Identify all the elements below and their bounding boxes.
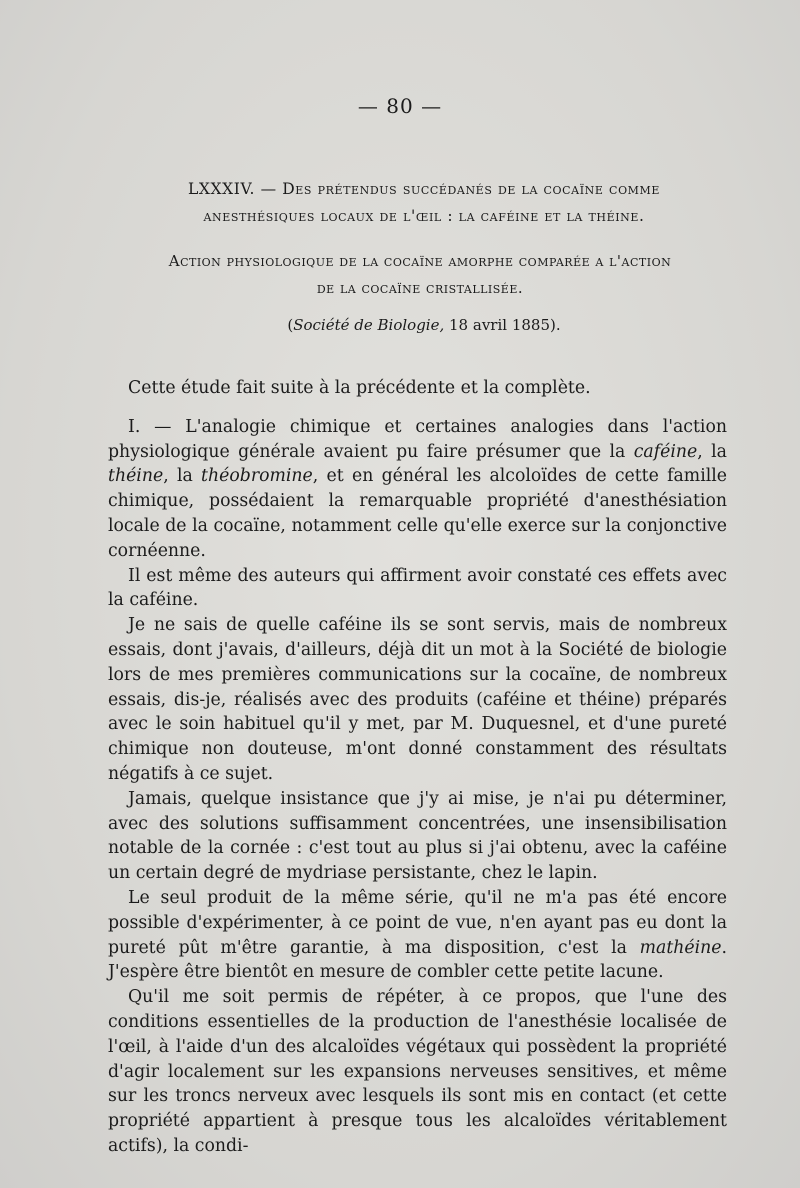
- p1-theine: théine: [108, 466, 164, 487]
- chapter-title-line2: anesthésiques locaux de l'œil : la caféine et la théine.: [203, 207, 645, 225]
- source-open: (: [287, 316, 294, 334]
- source-citation: [108, 316, 740, 334]
- body-text: [108, 376, 727, 1159]
- source-date: 18 avril 1885).: [444, 316, 561, 334]
- chapter-number: LXXXIV. —: [187, 180, 277, 198]
- p1-text-c: , la: [163, 466, 202, 487]
- p5-text-a: Le seul produit de la même série, qu'il ne m'a pas été encore possible d'expérimenter, à ce point de vue, n'en ayant pas eu dont la pureté pût m'être garantie, à ma disposition, c'est la: [108, 887, 727, 958]
- paragraph-3: Je ne sais de quelle caféine ils se sont servis, mais de nombreux essais, dont j'avais, d'ailleurs, déjà dit un mot à la Société de biologie lors de mes premières communications sur la cocaïne, de nombreux essais, dis-je, réalisés avec des produits (caféine et théine) préparés avec le soin habituel qu'il y met, par M. Duquesnel, et d'une pureté chimique non douteuse, m'ont donné constamment des résultats négatifs à ce sujet.: [108, 615, 727, 784]
- subtitle-line1: Action physiologique de la cocaïne amorphe comparée a l'action: [168, 252, 672, 270]
- chapter-title-line1: Des prétendus succédanés de la cocaïne comme: [282, 180, 661, 198]
- p1-theobromine: théobromine: [201, 466, 313, 487]
- paragraph-5: [108, 886, 727, 985]
- p5-matheine: mathéine: [639, 937, 722, 958]
- p1-text-a: I. — L'analogie chimique et certaines analogies dans l'action physiologique générale avaient pu faire présumer que la: [108, 416, 727, 462]
- paragraph-4: Jamais, quelque insistance que j'y ai mise, je n'ai pu déterminer, avec des solutions suffisamment concentrées, une insensibilisation notable de la cornée : c'est tout au plus si j'ai obtenu, avec la caféine un certain degré de mydriase persistante, chez le lapin.: [108, 788, 727, 884]
- p1-text-b: , la: [697, 441, 727, 462]
- page-number: — 80 —: [357, 94, 443, 118]
- p5-text-b: . J'espère être bientôt en mesure de combler cette petite lacune.: [108, 937, 727, 983]
- p1-text-d: , et en général les alcoloïdes de cette famille chimique, possédaient la remarquable propriété d'anesthésiation locale de la cocaïne, notamment celle qu'elle exerce sur la conjonctive cornéenne.: [108, 466, 728, 561]
- p1-cafeine: caféine: [633, 441, 698, 462]
- paragraph-6: Qu'il me soit permis de répéter, à ce propos, que l'une des conditions essentielles de la production de l'anesthésie localisée de l'œil, à l'aide d'un des alcaloïdes végétaux qui possèdent la propriété d'agir localement sur les expansions nerveuses sensitives, et même sur les troncs nerveux avec lesquels ils sont mis en contact (et cette propriété appartient à presque tous les alcaloïdes véritablement actifs), la condi-: [108, 987, 727, 1156]
- subtitle-line2: de la cocaïne cristallisée.: [316, 279, 524, 297]
- section-subtitle: [100, 248, 740, 302]
- chapter-heading: [108, 176, 740, 230]
- paragraph-intro: Cette étude fait suite à la précédente et la complète.: [128, 378, 591, 398]
- paragraph-2: Il est même des auteurs qui affirment avoir constaté ces effets avec la caféine.: [108, 565, 727, 611]
- source-society: Société de Biologie,: [293, 316, 445, 334]
- paragraph-1: [108, 415, 727, 564]
